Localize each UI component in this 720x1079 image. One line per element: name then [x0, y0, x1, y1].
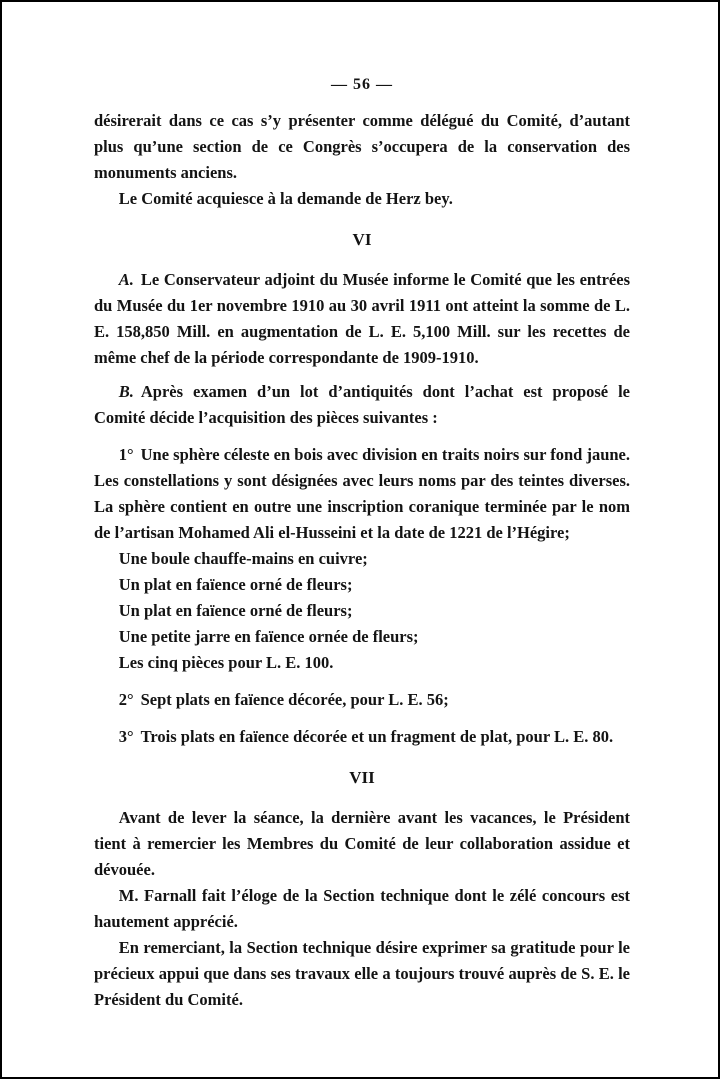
paragraph-continuation: désirerait dans ce cas s’y présenter comme délégué du Comité, d’autant plus qu’une section de ce Congrès s’occupera de la conservation des monuments anciens.	[94, 111, 630, 182]
item-number-2: 2°	[118, 690, 134, 709]
page-content	[2, 2, 718, 1013]
sub-list-item: Une petite jarre en faïence ornée de fleurs;	[118, 627, 419, 646]
item-number-3: 3°	[118, 727, 134, 746]
list-item-2-text: Sept plats en faïence décorée, pour L. E. 56;	[140, 690, 449, 709]
section-heading-vii: VII	[349, 768, 375, 787]
paragraph-b-text: Après examen d’un lot d’antiquités dont l’achat est proposé le Comité décide l’acquisition des pièces suivantes :	[94, 382, 630, 427]
sub-list-item: Un plat en faïence orné de fleurs;	[118, 601, 353, 620]
item-number-1: 1°	[118, 445, 134, 464]
item-label-a: A.	[118, 270, 134, 289]
section-heading-vi: VI	[352, 230, 372, 249]
paragraph: En remerciant, la Section technique désire exprimer sa gratitude pour le précieux appui que dans ses travaux elle a toujours trouvé auprès de S. E. le Président du Comité.	[94, 938, 630, 1009]
item-label-b: B.	[118, 382, 134, 401]
sub-list-item: Une boule chauffe-mains en cuivre;	[118, 549, 368, 568]
sub-list-item: Un plat en faïence orné de fleurs;	[118, 575, 353, 594]
paragraph: Le Comité acquiesce à la demande de Herz bey.	[118, 189, 453, 208]
paragraph: Avant de lever la séance, la dernière avant les vacances, le Président tient à remercier les Membres du Comité de leur collaboration assidue et dévouée.	[94, 808, 630, 879]
list-item-1-text: Une sphère céleste en bois avec division en traits noirs sur fond jaune. Les constellations y sont désignées avec leurs noms par des teintes diverses. La sphère contient en outre une inscription coranique terminée par le nom de l’artisan Mohamed Ali el-Husseini et la date de 1221 de l’Hégire;	[94, 445, 630, 542]
list-item-3	[94, 724, 630, 750]
paragraph-a	[94, 267, 630, 371]
sub-list-item: Les cinq pièces pour L. E. 100.	[118, 653, 334, 672]
list-item-1	[94, 442, 630, 546]
page-number: — 56 —	[331, 76, 393, 93]
paragraph-b	[94, 379, 630, 431]
paragraph: M. Farnall fait l’éloge de la Section technique dont le zélé concours est hautement apprécié.	[94, 886, 630, 931]
paragraph-a-text: Le Conservateur adjoint du Musée informe le Comité que les entrées du Musée du 1er novembre 1910 au 30 avril 1911 ont atteint la somme de L. E. 158,850 Mill. en augmentation de L. E. 5,100 Mill. sur les recettes de même chef de la période correspondante de 1909-1910.	[94, 270, 630, 367]
list-item-3-text: Trois plats en faïence décorée et un fragment de plat, pour L. E. 80.	[140, 727, 614, 746]
list-item-2	[94, 687, 630, 713]
